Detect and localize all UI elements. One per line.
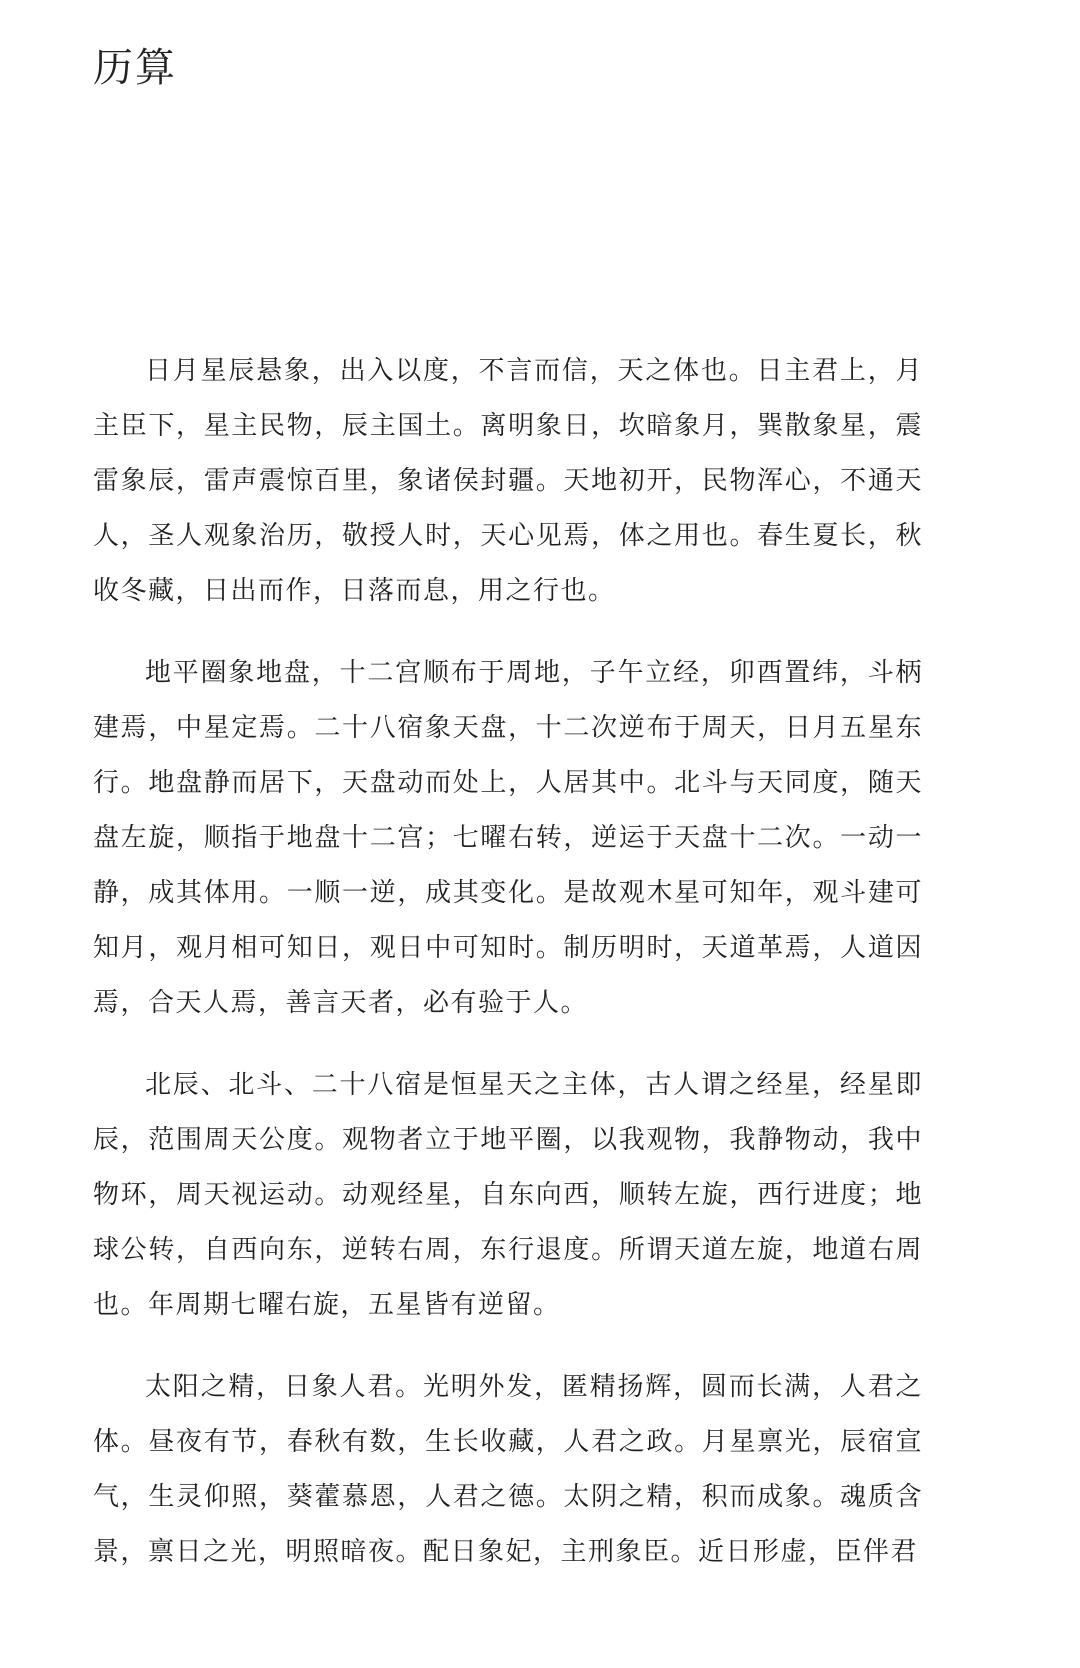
paragraph-4: 太阳之精，日象人君。光明外发，匿精扬辉，圆而长满，人君之体。昼夜有节，春秋有数，生长收藏，人君之政。月星禀光，辰宿宣气，生灵仰照，葵藿慕恩，人君之德。太阴之精，积而成象。魂质含景，禀日之光，明照暗夜。配日象妃，主刑象臣。近日形虚，臣伴君 [93, 1372, 923, 1567]
chapter-title: 历算 [93, 45, 177, 91]
paragraph-3: 北辰、北斗、二十八宿是恒星天之主体，古人谓之经星，经星即辰，范围周天公度。观物者立于地平圈，以我观物，我静物动，我中物环，周天视运动。动观经星，自东向西，顺转左旋，西行进度；地球公转，自西向东，逆转右周，东行退度。所谓天道左旋，地道右周也。年周期七曜右旋，五星皆有逆留。 [93, 1070, 923, 1320]
paragraph-2: 地平圈象地盘，十二宫顺布于周地，子午立经，卯酉置纬，斗柄建焉，中星定焉。二十八宿象天盘，十二次逆布于周天，日月五星东行。地盘静而居下，天盘动而处上，人居其中。北斗与天同度，随天盘左旋，顺指于地盘十二宫；七曜右转，逆运于天盘十二次。一动一静，成其体用。一顺一逆，成其变化。是故观木星可知年，观斗建可知月，观月相可知日，观日中可知时。制历明时，天道革焉，人道因焉，合天人焉，善言天者，必有验于人。 [93, 658, 923, 1018]
body-text [93, 344, 923, 1607]
paragraph-1: 日月星辰悬象，出入以度，不言而信，天之体也。日主君上，月主臣下，星主民物，辰主国土。离明象日，坎暗象月，巽散象星，震雷象辰，雷声震惊百里，象诸侯封疆。天地初开，民物浑心，不通天人，圣人观象治历，敬授人时，天心见焉，体之用也。春生夏长，秋收冬藏，日出而作，日落而息，用之行也。 [93, 356, 923, 606]
